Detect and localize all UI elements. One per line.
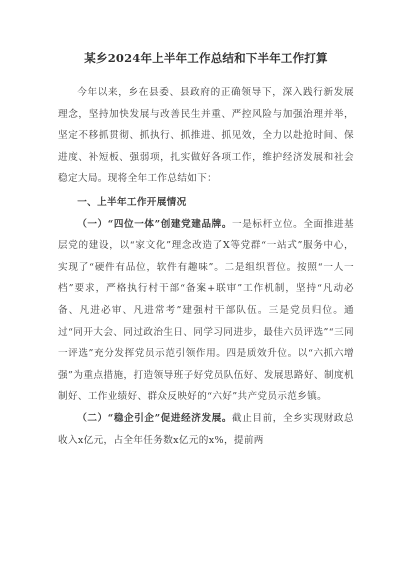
subsection-heading-economic-development: （二）“稳企引企”促进经济发展。 (77, 412, 233, 424)
subsection-body-economic-development: 截止目前，全乡实现财政总收入x亿元，占全年任务数x亿元的x%，提前两 (58, 412, 355, 446)
document-title: 某乡2024年上半年工作总结和下半年工作打算 (84, 51, 328, 65)
subsection-body-party-brand: 一是标杆立位。全面推进基层党的建设，以“家文化”理念改造了X等党群“一站式”服务中心，实现了“硬件有品位，软件有趣味”。二是组织晋位。按照“一人一档”要求，严格执行村干部“备案+联审”工作机制，坚持“凡动必备、凡进必审、凡进常考”建强村干部队伍。三是党员归位。通过“同开大会、同过政治生日、同学习同进步，最佳六员评选”“三同一评选”充分发挥党员示范引领作用。四是质效升位。以“六抓六增强”为重点措施，打造领导班子好党员队伍好、发展思路好、制度机制好、工作业绩好、群众反映好的“六好”共产党员示范乡镇。 (58, 218, 355, 403)
intro-paragraph: 今年以来，乡在县委、县政府的正确领导下，深入践行新发展理念，坚持加快发展与改善民生并重、严控风险与加强治理并举，坚定不移抓贯彻、抓执行、抓推进、抓见效，全力以赴抢时间、保进度、补短板、强弱项，扎实做好各项工作，维护经济发展和社会稳定大局。现将全年工作总结如下： (58, 87, 354, 185)
subsection-party-building (58, 214, 354, 408)
section-heading-first-half-review: 一、上半年工作开展情况 (77, 196, 187, 208)
subsection-heading-party-brand: （一）“四位一体”创建党建品牌。 (77, 218, 233, 230)
subsection-economy (58, 408, 354, 451)
